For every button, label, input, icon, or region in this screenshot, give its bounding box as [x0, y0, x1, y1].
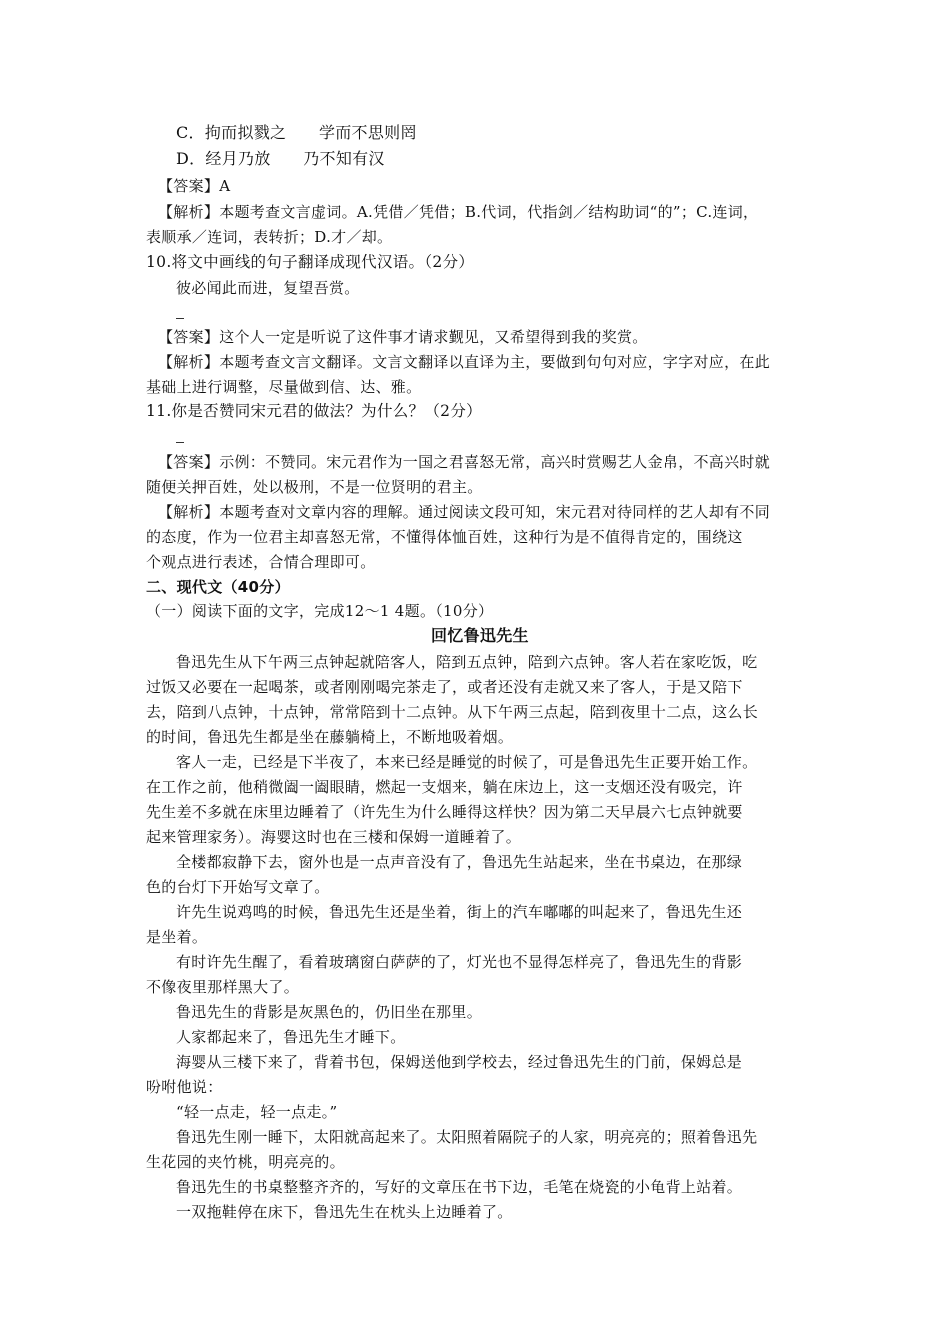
- passage-line: 色的台灯下开始写文章了。: [146, 878, 330, 896]
- passage-line: 过饭又必要在一起喝茶，或者刚刚喝完茶走了，或者还没有走就又来了客人，于是又陪下: [146, 678, 743, 696]
- q11-analysis-line-2: 的态度，作为一位君主却喜怒无常，不懂得体恤百姓，这种行为是不值得肯定的，围绕这: [146, 528, 743, 546]
- section-instruction: （一）阅读下面的文字，完成12～1 4题。（10分）: [146, 602, 494, 620]
- q11-prompt: 11.你是否赞同宋元君的做法？为什么？（2分）: [146, 402, 482, 420]
- option-c: C．拘而拟戮之 学而不思则罔: [176, 123, 417, 142]
- q9-analysis-line-1: 【解析】本题考查文言虚词。A.凭借／凭借；B.代词，代指剑／结构助词“的”；C.连词，: [158, 203, 759, 221]
- q10-prompt: 10.将文中画线的句子翻译成现代汉语。（2分）: [146, 253, 475, 271]
- passage-line: 鲁迅先生从下午两三点钟起就陪客人，陪到五点钟，陪到六点钟。客人若在家吃饭，吃: [176, 653, 758, 671]
- passage-line: 有时许先生醒了，看着玻璃窗白萨萨的了，灯光也不显得怎样亮了，鲁迅先生的背影: [176, 953, 743, 971]
- passage-line: 鲁迅先生的背影是灰黑色的，仍旧坐在那里。: [176, 1003, 483, 1021]
- passage-line: 在工作之前，他稍微阖一阖眼睛，燃起一支烟来，躺在床边上，这一支烟还没有吸完，许: [146, 778, 743, 796]
- passage-line: 鲁迅先生刚一睡下，太阳就高起来了。太阳照着隔院子的人家，明亮亮的；照着鲁迅先: [176, 1128, 758, 1146]
- q11-blank-mark: [176, 442, 184, 443]
- passage-line: 先生差不多就在床里边睡着了（许先生为什么睡得这样快？因为第二天早晨六七点钟就要: [146, 803, 743, 821]
- q10-blank-mark: [176, 318, 184, 319]
- passage-line: 许先生说鸡鸣的时候，鲁迅先生还是坐着，街上的汽车嘟嘟的叫起来了，鲁迅先生还: [176, 903, 743, 921]
- passage-line: 全楼都寂静下去，窗外也是一点声音没有了，鲁迅先生站起来，坐在书桌边，在那绿: [176, 853, 743, 871]
- passage-line: 海婴从三楼下来了，背着书包，保姆送他到学校去，经过鲁迅先生的门前，保姆总是: [176, 1053, 743, 1071]
- option-d: D．经月乃放 乃不知有汉: [176, 149, 385, 168]
- passage-line: 去，陪到八点钟，十点钟，常常陪到十二点钟。从下午两三点起，陪到夜里十二点，这么长: [146, 703, 759, 721]
- q11-analysis-line-3: 个观点进行表述，合情合理即可。: [146, 553, 376, 571]
- q10-sentence: 彼必闻此而进，复望吾赏。: [176, 279, 360, 297]
- passage-line: 一双拖鞋停在床下，鲁迅先生在枕头上边睡着了。: [176, 1203, 513, 1221]
- q11-analysis-line-1: 【解析】本题考查对文章内容的理解。通过阅读文段可知，宋元君对待同样的艺人却有不同: [158, 503, 771, 521]
- q9-answer: 【答案】A: [158, 177, 231, 195]
- passage-line: 人家都起来了，鲁迅先生才睡下。: [176, 1028, 406, 1046]
- q11-answer-line-2: 随便关押百姓，处以极刑，不是一位贤明的君主。: [146, 478, 483, 496]
- q10-analysis-line-1: 【解析】本题考查文言文翻译。文言文翻译以直译为主，要做到句句对应，字字对应，在此: [158, 353, 771, 371]
- passage-line: 客人一走，已经是下半夜了，本来已经是睡觉的时候了，可是鲁迅先生正要开始工作。: [176, 753, 758, 771]
- passage-line: 吩咐他说：: [146, 1078, 223, 1096]
- passage-line: 不像夜里那样黑大了。: [146, 978, 300, 996]
- passage-line: 鲁迅先生的书桌整整齐齐的，写好的文章压在书下边，毛笔在烧瓷的小龟背上站着。: [176, 1178, 743, 1196]
- q9-analysis-line-2: 表顺承／连词，表转折；D.才／却。: [146, 228, 393, 246]
- passage-line: 起来管理家务）。海婴这时也在三楼和保姆一道睡着了。: [146, 828, 522, 846]
- q11-answer-line-1: 【答案】示例：不赞同。宋元君作为一国之君喜怒无常，高兴时赏赐艺人金帛，不高兴时就: [158, 453, 771, 471]
- passage-title: 回忆鲁迅先生: [431, 626, 529, 645]
- passage-line: “轻一点走，轻一点走。”: [176, 1103, 338, 1121]
- passage-line: 是坐着。: [146, 928, 208, 946]
- q10-answer: 【答案】这个人一定是听说了这件事才请求觐见，又希望得到我的奖赏。: [158, 328, 648, 346]
- section-heading: 二、现代文（40分）: [146, 578, 290, 596]
- passage-line: 生花园的夹竹桃，明亮亮的。: [146, 1153, 345, 1171]
- passage-line: 的时间，鲁迅先生都是坐在藤躺椅上，不断地吸着烟。: [146, 728, 514, 746]
- q10-analysis-line-2: 基础上进行调整，尽量做到信、达、雅。: [146, 378, 422, 396]
